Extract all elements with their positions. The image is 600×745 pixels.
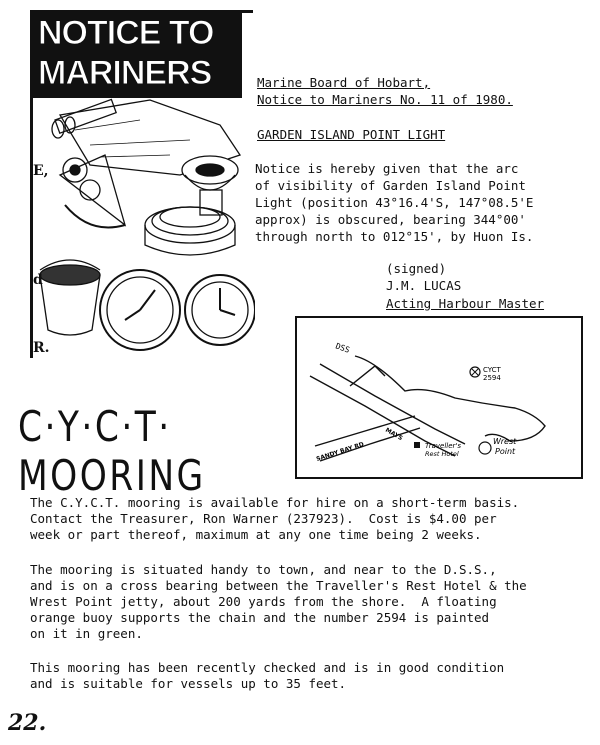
bucket-icon [40,260,100,335]
map-label-hotel-2: Rest Hotel [425,450,459,458]
map-label-point-1: Wrest [493,437,517,446]
lamp-icon [182,156,238,215]
mooring-paragraph-1: The C.Y.C.T. mooring is available for hire on a short-term basis. Contact the Treasurer, Ron Warner (237923). Cost is $4.00 per week or part thereof, maximum at any one time being 2 weeks. [30,495,520,542]
signer-title: Acting Harbour Master [386,296,545,311]
map-label-point-2: Point [495,447,516,456]
notice-number-line: Notice to Mariners No. 11 of 1980. [257,92,513,107]
wrest-point-marker [479,442,491,454]
masthead-line-1: NOTICE TO [38,14,214,52]
masthead-line-2: MARINERS [38,54,212,92]
map-label-dss: DSS [334,341,351,355]
margin-letter-r: R. [33,340,50,356]
map-label-hotel-1: Traveller's [425,442,461,450]
notice-title: GARDEN ISLAND POINT LIGHT [257,127,446,142]
masthead-banner [32,12,242,98]
margin-letter-e: E, [33,163,49,179]
signer-name: J.M. LUCAS [386,278,462,293]
map-label-road-1: SANDY BAY RD [315,440,365,463]
nautical-instruments-drawing [30,95,255,355]
map-label-buoy-2: 2594 [483,374,501,382]
signed-label: (signed) [386,261,447,276]
clock-icon [185,275,255,345]
mooring-paragraph-2: The mooring is situated handy to town, and near to the D.S.S., and is on a cross bearing between the Traveller's Rest Hotel & the Wrest Point jetty, about 200 yards from the shore. A floating orange buoy supports the chain and the number 2594 is painted on it in green. [30,562,527,641]
hotel-marker [414,442,420,448]
coastline [355,356,545,441]
map-label-buoy-1: CYCT [483,366,501,374]
page-number: 22. [8,710,47,736]
mooring-heading: C·Y·C·T· MOORING [18,402,206,500]
barometer-icon [100,270,180,350]
mooring-paragraph-3: This mooring has been recently checked and is in good condition and is suitable for vessels up to 35 feet. [30,660,505,691]
margin-letter-d: d [33,272,43,288]
notice-body: Notice is hereby given that the arc of visibility of Garden Island Point Light (position 43°16.4'S, 147°08.5'E approx) is obscured, bearing 344°00' through north to 012°15', by Huon Is. [255,161,534,244]
map-label-road-2: MAYS [384,426,404,443]
mooring-location-map [295,316,583,479]
marine-board-line: Marine Board of Hobart, [257,75,431,90]
